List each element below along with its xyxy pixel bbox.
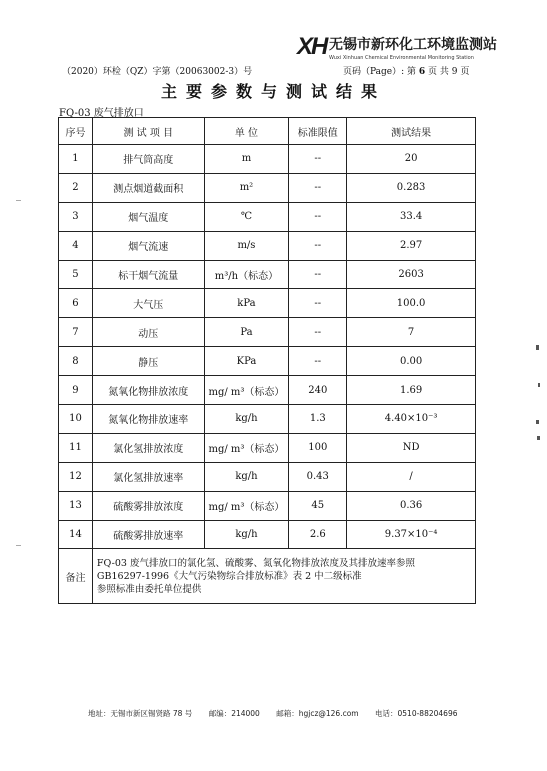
row-unit: m [204, 145, 289, 174]
row-index: 10 [59, 405, 93, 434]
page-mid: 页 共 [428, 67, 449, 77]
scan-mark [538, 383, 540, 387]
row-index: 3 [59, 202, 93, 231]
scan-mark [16, 545, 21, 546]
table-row [59, 347, 476, 376]
document-title: 主要参数与测试结果 [160, 82, 386, 101]
row-result: 0.36 [347, 491, 476, 520]
row-limit: -- [289, 289, 347, 318]
table-header-row [59, 118, 476, 145]
page-current: 6 [418, 67, 426, 77]
row-limit: -- [289, 202, 347, 231]
table-row [59, 173, 476, 202]
page-suffix: 页 [460, 67, 470, 77]
row-item: 烟气温度 [92, 202, 204, 231]
scan-mark [16, 200, 21, 201]
row-item: 硫酸雾排放浓度 [92, 491, 204, 520]
footer-postcode: 邮编：214000 [208, 709, 260, 718]
row-item: 氯化氢排放浓度 [92, 433, 204, 462]
logo-mark: XH [297, 33, 327, 60]
remark-line: FQ-03 废气排放口的氯化氢、硫酸雾、氮氧化物排放浓度及其排放速率参照 [96, 557, 415, 569]
row-result: 2.97 [347, 231, 476, 260]
row-unit: Pa [204, 318, 289, 347]
row-index: 12 [59, 462, 93, 491]
row-item: 氯化氢排放速率 [92, 462, 204, 491]
row-item: 烟气流速 [92, 231, 204, 260]
row-result: 1.69 [347, 376, 476, 405]
row-limit: -- [289, 173, 347, 202]
scan-mark [536, 420, 539, 424]
remark-line: 参照标准由委托单位提供 [96, 583, 202, 595]
station-logo [297, 33, 497, 68]
row-item: 动压 [92, 318, 204, 347]
row-unit: mg/ m³（标态） [204, 491, 289, 520]
row-result: 4.40×10⁻³ [347, 405, 476, 434]
row-result: 2603 [347, 260, 476, 289]
table-row [59, 433, 476, 462]
table-row [59, 405, 476, 434]
row-index: 11 [59, 433, 93, 462]
row-index: 1 [59, 145, 93, 174]
row-limit: 2.6 [289, 520, 347, 549]
scan-mark [537, 436, 540, 440]
row-result: ND [347, 433, 476, 462]
row-item: 氮氧化物排放浓度 [92, 376, 204, 405]
row-limit: -- [289, 260, 347, 289]
row-unit: mg/ m³（标态） [204, 376, 289, 405]
row-result: 100.0 [347, 289, 476, 318]
row-item: 标干烟气流量 [92, 260, 204, 289]
table-row [59, 202, 476, 231]
row-result: 20 [347, 145, 476, 174]
scan-mark [536, 345, 539, 350]
table-row [59, 520, 476, 549]
row-unit: mg/ m³（标态） [204, 433, 289, 462]
row-unit: m² [204, 173, 289, 202]
row-result: / [347, 462, 476, 491]
row-index: 8 [59, 347, 93, 376]
page-indicator [343, 64, 469, 77]
row-limit: -- [289, 318, 347, 347]
row-limit: 45 [289, 491, 347, 520]
remark-row [59, 549, 476, 604]
report-number: （2020）环检（QZ）字第（20063002-3）号 [62, 67, 253, 77]
footer-phone: 电话：0510-88204696 [375, 709, 458, 718]
row-index: 13 [59, 491, 93, 520]
row-item: 测点烟道截面积 [92, 173, 204, 202]
row-item: 氮氧化物排放速率 [92, 405, 204, 434]
table-row [59, 260, 476, 289]
station-name: 无锡市新环化工环境监测站 [329, 37, 497, 53]
row-limit: -- [289, 231, 347, 260]
row-index: 5 [59, 260, 93, 289]
row-unit: m³/h（标态） [204, 260, 289, 289]
header-cell: 序号 [59, 118, 93, 145]
station-name-en: Wuxi Xinhuan Chemical Environmental Monitoring Station [329, 55, 474, 61]
page-prefix: 页码（Page）: 第 [343, 67, 416, 77]
row-result: 9.37×10⁻⁴ [347, 520, 476, 549]
remark-line: GB16297-1996《大气污染物综合排放标准》表 2 中二级标准 [96, 570, 362, 582]
results-table [58, 117, 476, 604]
row-unit: kPa [204, 289, 289, 318]
table-row [59, 376, 476, 405]
row-unit: kg/h [204, 520, 289, 549]
row-limit: 1.3 [289, 405, 347, 434]
header-cell: 单 位 [204, 118, 289, 145]
table-row [59, 289, 476, 318]
row-item: 排气筒高度 [92, 145, 204, 174]
page-total: 9 [451, 67, 458, 77]
row-item: 硫酸雾排放速率 [92, 520, 204, 549]
table-row [59, 231, 476, 260]
row-index: 2 [59, 173, 93, 202]
row-item: 大气压 [92, 289, 204, 318]
row-index: 6 [59, 289, 93, 318]
row-unit: KPa [204, 347, 289, 376]
row-index: 7 [59, 318, 93, 347]
remark-label: 备注 [59, 549, 93, 604]
row-result: 33.4 [347, 202, 476, 231]
footer-email: 邮箱：hgjcz@126.com [276, 709, 359, 718]
row-limit: -- [289, 347, 347, 376]
row-limit: 240 [289, 376, 347, 405]
header-cell: 测 试 项 目 [92, 118, 204, 145]
row-unit: m/s [204, 231, 289, 260]
row-unit: kg/h [204, 462, 289, 491]
table-row [59, 462, 476, 491]
row-unit: kg/h [204, 405, 289, 434]
row-result: 0.00 [347, 347, 476, 376]
table-row [59, 145, 476, 174]
row-limit: 0.43 [289, 462, 347, 491]
row-index: 4 [59, 231, 93, 260]
row-index: 9 [59, 376, 93, 405]
row-unit: ℃ [204, 202, 289, 231]
row-result: 0.283 [347, 173, 476, 202]
row-limit: 100 [289, 433, 347, 462]
table-row [59, 318, 476, 347]
row-item: 静压 [92, 347, 204, 376]
table-row [59, 491, 476, 520]
row-index: 14 [59, 520, 93, 549]
header-cell: 测试结果 [347, 118, 476, 145]
remark-text [92, 549, 475, 604]
section-label: FQ-03 废气排放口 [59, 108, 144, 119]
row-limit: -- [289, 145, 347, 174]
footer-address: 地址：无锡市新区锡贤路 78 号 [88, 709, 193, 718]
row-result: 7 [347, 318, 476, 347]
footer-contact [88, 708, 471, 719]
header-cell: 标准限值 [289, 118, 347, 145]
